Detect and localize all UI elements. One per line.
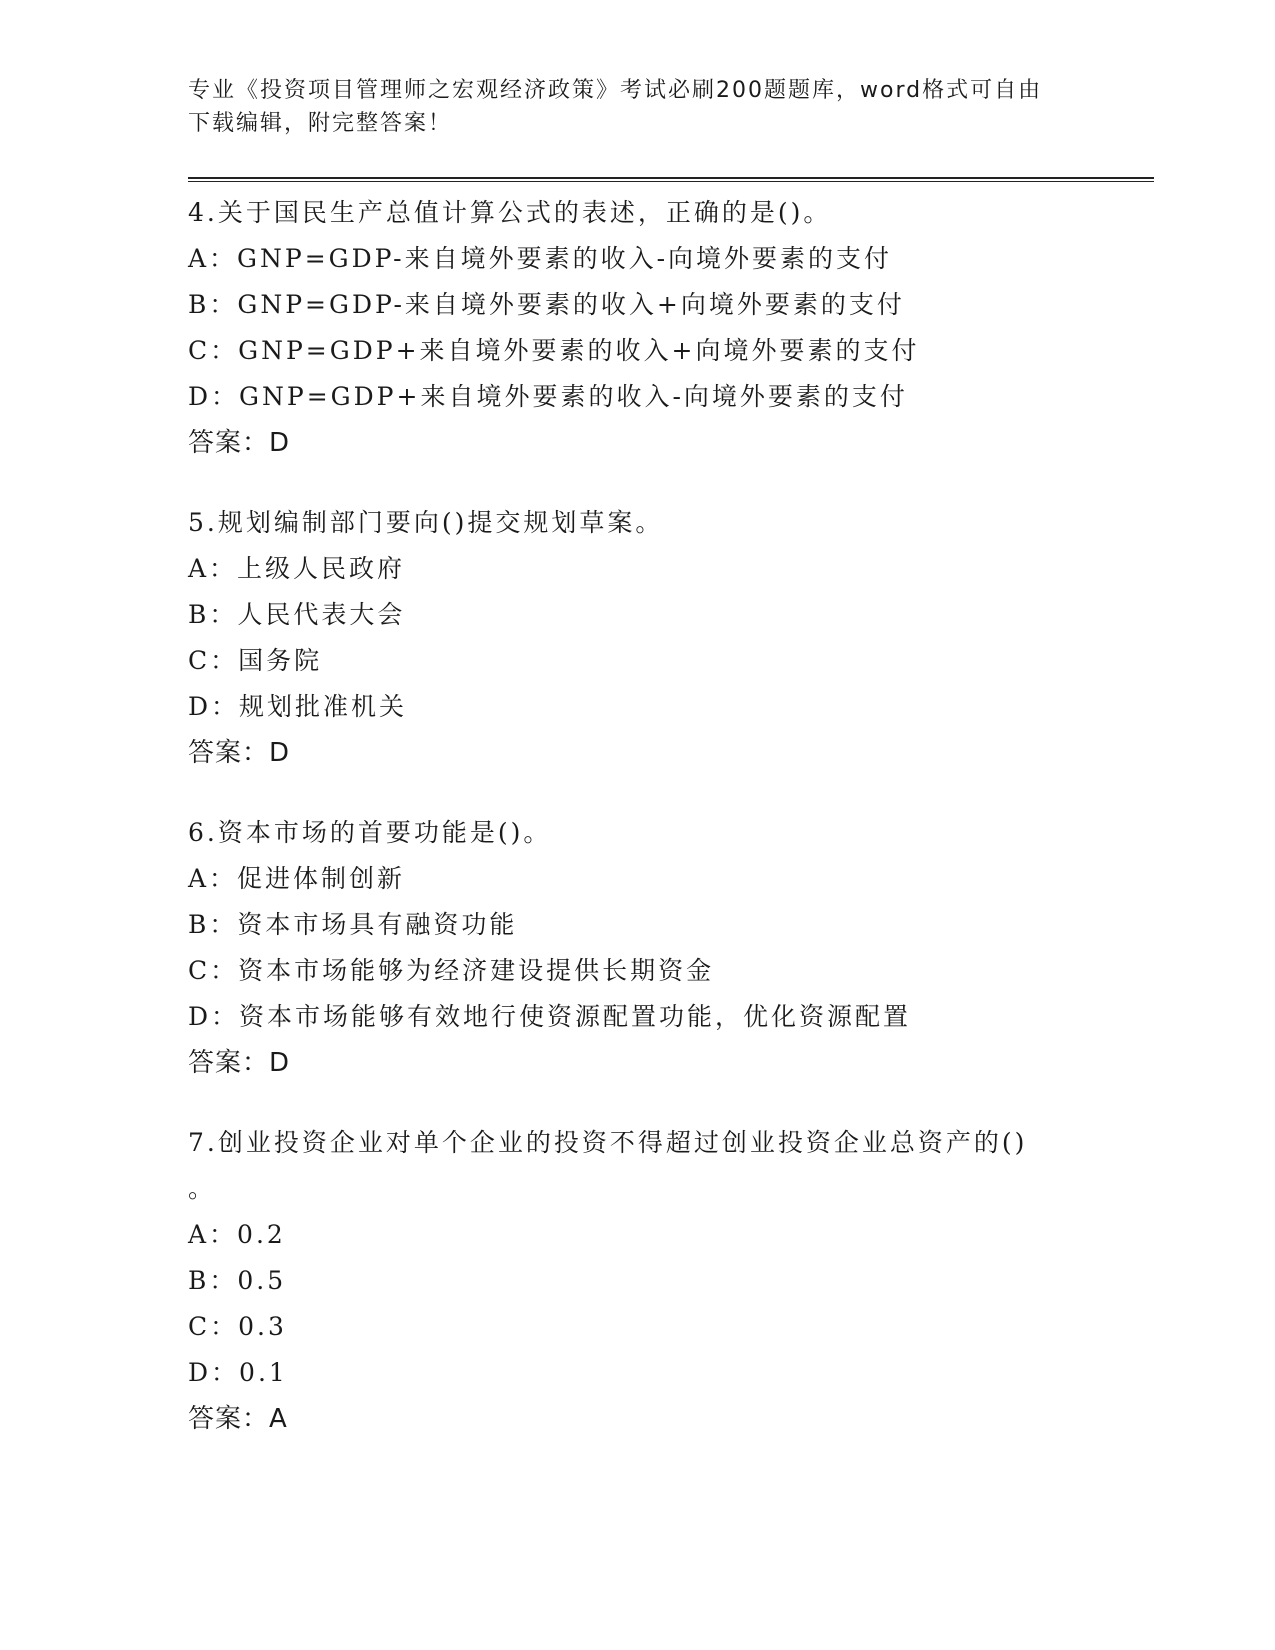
question-4 xyxy=(188,190,1148,466)
option-a: A：上级人民政府 xyxy=(188,554,406,583)
answer-line: 答案：A xyxy=(188,1404,288,1434)
question-stem: 5.规划编制部门要向()提交规划草案。 xyxy=(188,508,664,537)
question-5 xyxy=(188,500,1148,776)
question-6 xyxy=(188,810,1148,1086)
option-c: C：0.3 xyxy=(188,1312,287,1341)
option-b: B：0.5 xyxy=(188,1266,287,1295)
question-stem-continuation: 。 xyxy=(188,1174,214,1203)
option-d: D：规划批准机关 xyxy=(188,692,408,721)
option-b: B：资本市场具有融资功能 xyxy=(188,910,518,939)
answer-line: 答案：D xyxy=(188,738,291,768)
option-b: B：人民代表大会 xyxy=(188,600,406,629)
option-a: A：促进体制创新 xyxy=(188,864,406,893)
answer-line: 答案：D xyxy=(188,1048,291,1078)
header-divider-thick xyxy=(188,177,1154,179)
option-b: B：GNP=GDP-来自境外要素的收入+向境外要素的支付 xyxy=(188,290,905,319)
option-c: C：GNP=GDP+来自境外要素的收入+向境外要素的支付 xyxy=(188,336,920,365)
question-stem: 7.创业投资企业对单个企业的投资不得超过创业投资企业总资产的() xyxy=(188,1128,1028,1157)
question-stem: 4.关于国民生产总值计算公式的表述，正确的是()。 xyxy=(188,198,832,227)
header-line-1: 专业《投资项目管理师之宏观经济政策》考试必刷200题题库，word格式可自由 xyxy=(188,78,1043,103)
question-stem: 6.资本市场的首要功能是()。 xyxy=(188,818,552,847)
header-line-2: 下载编辑，附完整答案！ xyxy=(188,111,453,136)
header-divider-thin xyxy=(188,181,1154,182)
option-d: D：0.1 xyxy=(188,1358,288,1387)
question-7 xyxy=(188,1120,1148,1442)
document-header xyxy=(188,74,1068,140)
question-list xyxy=(188,190,1148,1476)
option-c: C：国务院 xyxy=(188,646,323,675)
option-d: D：资本市场能够有效地行使资源配置功能，优化资源配置 xyxy=(188,1002,912,1031)
option-a: A：0.2 xyxy=(188,1220,286,1249)
option-c: C：资本市场能够为经济建设提供长期资金 xyxy=(188,956,715,985)
option-d: D：GNP=GDP+来自境外要素的收入-向境外要素的支付 xyxy=(188,382,908,411)
option-a: A：GNP=GDP-来自境外要素的收入-向境外要素的支付 xyxy=(188,244,893,273)
answer-line: 答案：D xyxy=(188,428,291,458)
